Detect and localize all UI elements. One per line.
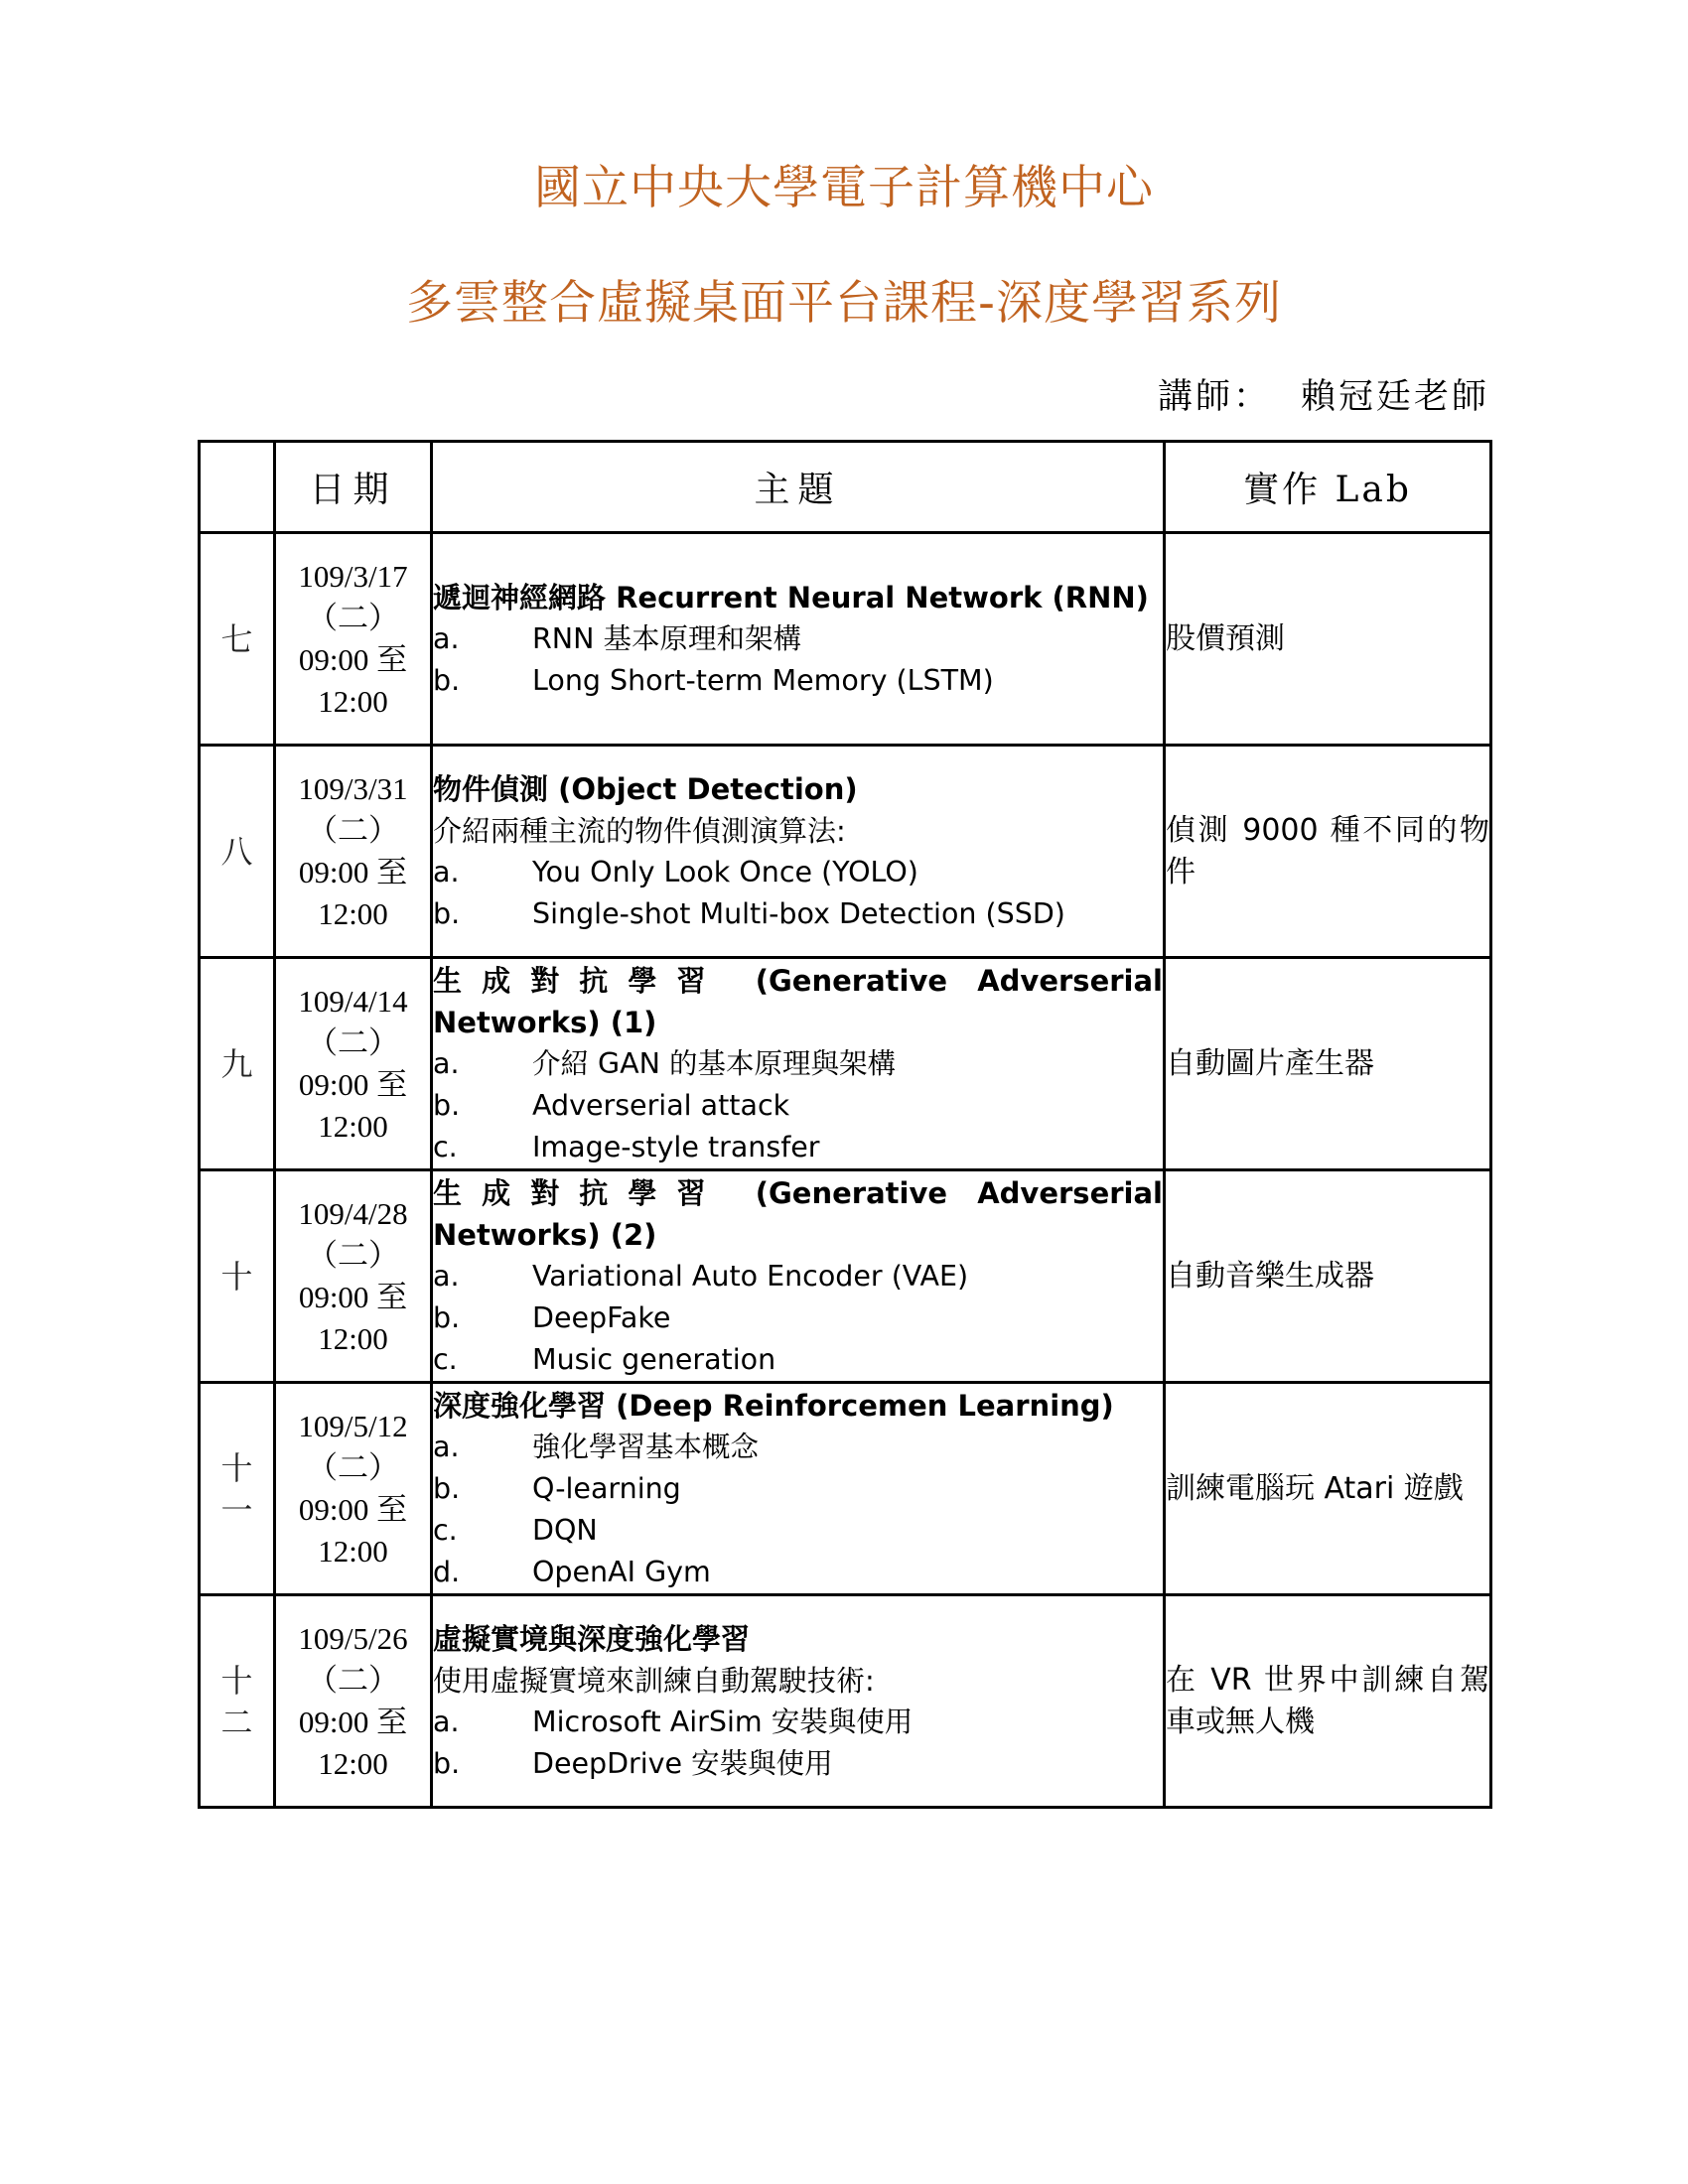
lab-cell (1165, 958, 1491, 1170)
instructor-line (1158, 369, 1489, 419)
lab-cell (1165, 1595, 1491, 1808)
session-topic-cell (432, 533, 1165, 746)
lab-description: 偵測 9000 種不同的物件 (1166, 812, 1489, 889)
session-number-second-line: 一 (220, 1490, 253, 1529)
session-time-end: 12:00 (318, 1108, 388, 1144)
session-number-cell (200, 1170, 275, 1383)
topic-item-marker: a. (433, 855, 460, 888)
topic-description: 介紹兩種主流的物件偵測演算法: (433, 813, 846, 848)
session-time-start: 09:00 至 (298, 854, 408, 889)
topic-title: 生成對抗學習 (Generative Adverserial Networks) (2) (433, 1175, 1163, 1252)
session-date-cell (275, 1383, 432, 1595)
topic-item (433, 852, 1163, 893)
column-header-lab: 實作 Lab (1165, 442, 1491, 533)
page-subtitle: 多雲整合虛擬桌面平台課程-深度學習系列 (406, 276, 1282, 331)
session-time-end: 12:00 (318, 1745, 388, 1781)
topic-item (433, 1127, 1163, 1168)
topic-item-list (433, 1043, 1163, 1168)
session-weekday: （二） (307, 600, 399, 635)
session-time-end: 12:00 (318, 683, 388, 719)
topic-item-marker: a. (433, 1705, 460, 1738)
topic-item-text: Single-shot Multi-box Detection (SSD) (532, 896, 1065, 930)
session-number-cell (200, 533, 275, 746)
topic-item (433, 660, 1163, 702)
session-number: 九 (220, 1044, 253, 1083)
topic-item-marker: b. (433, 1088, 461, 1122)
topic-item-text: DeepFake (532, 1300, 671, 1334)
topic-title: 深度強化學習 (Deep Reinforcemen Learning) (433, 1388, 1114, 1423)
session-date-cell (275, 1170, 432, 1383)
topic-title: 遞迴神經網路 Recurrent Neural Network (RNN) (433, 580, 1149, 614)
session-topic-cell (432, 1595, 1165, 1808)
session-date-cell (275, 746, 432, 958)
topic-item-list (433, 1427, 1163, 1593)
session-time-start: 09:00 至 (298, 1704, 408, 1739)
topic-item-marker: b. (433, 1471, 461, 1505)
lab-description: 在 VR 世界中訓練自駕車或無人機 (1166, 1662, 1489, 1739)
column-header-topic: 主題 (432, 442, 1165, 533)
session-date-cell (275, 958, 432, 1170)
session-number-cell (200, 1595, 275, 1808)
topic-item-text: DQN (532, 1513, 598, 1547)
session-time-start: 09:00 至 (298, 1491, 408, 1527)
session-number-cell (200, 746, 275, 958)
topic-item-list (433, 618, 1163, 702)
session-number: 十 (220, 1448, 253, 1487)
topic-item-marker: a. (433, 1046, 460, 1080)
session-number: 八 (220, 832, 253, 871)
topic-title: 物件偵測 (Object Detection) (433, 771, 858, 806)
topic-item-text: Variational Auto Encoder (VAE) (532, 1259, 969, 1293)
topic-item-marker: a. (433, 1259, 460, 1293)
lab-description: 自動圖片產生器 (1166, 1045, 1374, 1081)
session-date: 109/5/26 (298, 1620, 408, 1656)
session-date: 109/4/14 (298, 983, 408, 1019)
topic-item (433, 618, 1163, 660)
table-body (200, 533, 1491, 1808)
topic-item-marker: b. (433, 663, 461, 697)
topic-item (433, 1256, 1163, 1297)
topic-item-marker: b. (433, 1746, 461, 1780)
topic-item (433, 1702, 1163, 1743)
session-weekday: （二） (307, 812, 399, 848)
topic-item-text: Microsoft AirSim 安裝與使用 (532, 1705, 914, 1738)
topic-item-marker: a. (433, 1430, 460, 1463)
session-time-end: 12:00 (318, 895, 388, 931)
topic-item-list (433, 1256, 1163, 1381)
session-weekday: （二） (307, 1449, 399, 1485)
session-topic-cell (432, 1170, 1165, 1383)
topic-item-text: Long Short-term Memory (LSTM) (532, 663, 994, 697)
session-number-second-line: 二 (220, 1703, 253, 1741)
session-date: 109/5/12 (298, 1408, 408, 1443)
topic-item-marker: c. (433, 1342, 458, 1376)
instructor-name: 賴冠廷老師 (1300, 377, 1489, 417)
topic-item-marker: d. (433, 1555, 461, 1588)
session-time-start: 09:00 至 (298, 1279, 408, 1314)
topic-item-marker: c. (433, 1513, 458, 1547)
session-topic-cell (432, 1383, 1165, 1595)
topic-item (433, 1339, 1163, 1381)
lab-description: 自動音樂生成器 (1166, 1258, 1374, 1294)
session-date-cell (275, 533, 432, 746)
lab-cell (1165, 1383, 1491, 1595)
lab-cell (1165, 1170, 1491, 1383)
lab-cell (1165, 746, 1491, 958)
topic-item-marker: b. (433, 1300, 461, 1334)
session-number-cell (200, 1383, 275, 1595)
table-header-row (200, 442, 1491, 533)
session-weekday: （二） (307, 1024, 399, 1060)
course-schedule-table (198, 440, 1492, 1809)
topic-item-text: OpenAI Gym (532, 1555, 711, 1588)
lab-description: 訓練電腦玩 Atari 遊戲 (1166, 1470, 1464, 1506)
topic-item-marker: a. (433, 621, 460, 655)
table-row (200, 746, 1491, 958)
column-header-date: 日期 (275, 442, 432, 533)
topic-item-text: Image-style transfer (532, 1130, 820, 1163)
topic-item-text: Music generation (532, 1342, 776, 1376)
session-time-end: 12:00 (318, 1320, 388, 1356)
session-time-start: 09:00 至 (298, 641, 408, 677)
topic-item-list (433, 852, 1163, 935)
table-row (200, 1170, 1491, 1383)
table-row (200, 958, 1491, 1170)
session-time-end: 12:00 (318, 1533, 388, 1569)
topic-item (433, 1085, 1163, 1127)
lab-description: 股價預測 (1166, 620, 1285, 656)
session-date: 109/3/31 (298, 770, 408, 806)
topic-item (433, 1743, 1163, 1785)
page-title: 國立中央大學電子計算機中心 (534, 161, 1154, 215)
topic-item-text: RNN 基本原理和架構 (532, 621, 802, 655)
session-topic-cell (432, 958, 1165, 1170)
topic-item-list (433, 1702, 1163, 1785)
session-time-start: 09:00 至 (298, 1066, 408, 1102)
session-topic-cell (432, 746, 1165, 958)
table-row (200, 533, 1491, 746)
table-row (200, 1595, 1491, 1808)
topic-item-text: You Only Look Once (YOLO) (532, 855, 918, 888)
topic-item-text: Q-learning (532, 1471, 681, 1505)
topic-item-text: 介紹 GAN 的基本原理與架構 (532, 1046, 897, 1080)
lab-cell (1165, 533, 1491, 746)
topic-description: 使用虛擬實境來訓練自動駕駛技術: (433, 1663, 875, 1698)
topic-item-marker: c. (433, 1130, 458, 1163)
topic-item-marker: b. (433, 896, 461, 930)
session-number: 七 (220, 619, 253, 658)
topic-item (433, 1043, 1163, 1085)
session-date: 109/3/17 (298, 558, 408, 594)
topic-item (433, 1552, 1163, 1593)
instructor-label: 講師： (1157, 377, 1271, 417)
session-number: 十 (220, 1257, 253, 1296)
topic-item (433, 1468, 1163, 1510)
session-number: 十 (220, 1661, 253, 1700)
topic-item-text: 強化學習基本概念 (532, 1430, 760, 1463)
session-weekday: （二） (307, 1662, 399, 1698)
topic-item (433, 1427, 1163, 1468)
session-date-cell (275, 1595, 432, 1808)
topic-title: 生成對抗學習 (Generative Adverserial Networks) (1) (433, 963, 1163, 1039)
session-weekday: （二） (307, 1237, 399, 1273)
topic-title: 虛擬實境與深度強化學習 (433, 1621, 751, 1656)
topic-item-text: Adverserial attack (532, 1088, 790, 1122)
column-header-number (200, 442, 275, 533)
topic-item (433, 893, 1163, 935)
session-date: 109/4/28 (298, 1195, 408, 1231)
table-row (200, 1383, 1491, 1595)
topic-item-text: DeepDrive 安裝與使用 (532, 1746, 833, 1780)
topic-item (433, 1297, 1163, 1339)
session-number-cell (200, 958, 275, 1170)
topic-item (433, 1510, 1163, 1552)
